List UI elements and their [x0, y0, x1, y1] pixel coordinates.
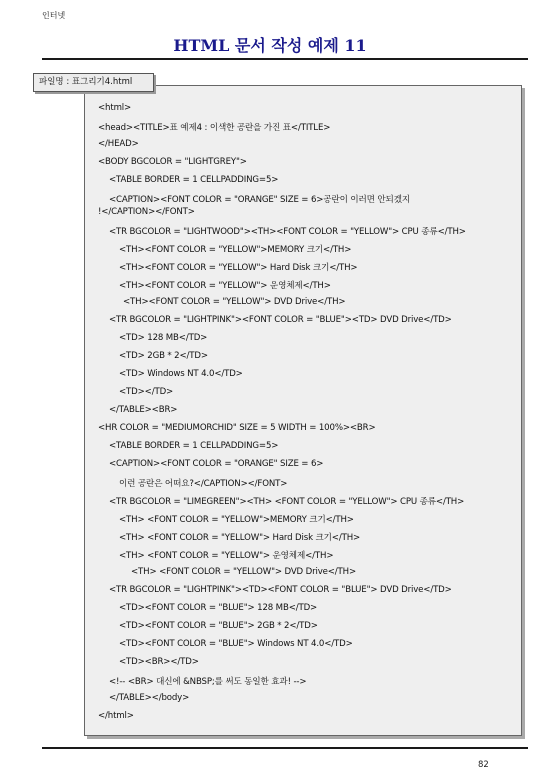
- code-line: <HR COLOR = "MEDIUMORCHID" SIZE = 5 WIDTH = 100%><BR>: [98, 423, 376, 433]
- code-line: <TR BGCOLOR = "LIGHTPINK"><FONT COLOR = "BLUE"><TD> DVD Drive</TD>: [109, 315, 452, 325]
- page-number: 82: [478, 760, 489, 770]
- code-line: <TH> <FONT COLOR = "YELLOW"> DVD Drive</TH>: [131, 567, 357, 577]
- code-line: <TABLE BORDER = 1 CELLPADDING=5>: [109, 175, 279, 185]
- code-line: <TD><FONT COLOR = "BLUE"> 128 MB</TD>: [119, 603, 318, 613]
- code-line: <TD><BR></TD>: [119, 657, 199, 667]
- filename-label: 파일명 : 표그리기4.html: [33, 73, 154, 92]
- code-line: </TABLE></body>: [109, 693, 190, 703]
- code-line: <TH><FONT COLOR = "YELLOW"> 운영체제</TH>: [119, 281, 331, 291]
- code-line: <CAPTION><FONT COLOR = "ORANGE" SIZE = 6>공란이 이러면 안되겠지: [109, 195, 410, 205]
- code-line: <TD> Windows NT 4.0</TD>: [119, 369, 243, 379]
- code-line: </html>: [98, 711, 134, 721]
- header-label: 인터넷: [42, 11, 66, 20]
- code-line: <TR BGCOLOR = "LIGHTWOOD"><TH><FONT COLOR = "YELLOW"> CPU 종류</TH>: [109, 227, 466, 237]
- code-line: <TD> 128 MB</TD>: [119, 333, 208, 343]
- code-line: <TR BGCOLOR = "LIGHTPINK"><TD><FONT COLOR = "BLUE"> DVD Drive</TD>: [109, 585, 452, 595]
- code-line: <CAPTION><FONT COLOR = "ORANGE" SIZE = 6>: [109, 459, 324, 469]
- code-line: <TH><FONT COLOR = "YELLOW"> Hard Disk 크기</TH>: [119, 263, 358, 273]
- code-line: <TH><FONT COLOR = "YELLOW"> DVD Drive</TH>: [123, 297, 346, 307]
- code-line: <TH><FONT COLOR = "YELLOW">MEMORY 크기</TH>: [119, 245, 352, 255]
- code-line: <TH> <FONT COLOR = "YELLOW"> Hard Disk 크기</TH>: [119, 533, 361, 543]
- code-line: </HEAD>: [98, 139, 139, 149]
- code-line: <TD> 2GB * 2</TD>: [119, 351, 208, 361]
- code-line: <TABLE BORDER = 1 CELLPADDING=5>: [109, 441, 279, 451]
- code-line: <TH> <FONT COLOR = "YELLOW"> 운영체제</TH>: [119, 551, 334, 561]
- code-line: </TABLE><BR>: [109, 405, 178, 415]
- code-line: <html>: [98, 103, 132, 113]
- code-line: <TD></TD>: [119, 387, 174, 397]
- code-line: <TD><FONT COLOR = "BLUE"> 2GB * 2</TD>: [119, 621, 318, 631]
- code-line: <TD><FONT COLOR = "BLUE"> Windows NT 4.0</TD>: [119, 639, 353, 649]
- code-line: !</CAPTION></FONT>: [98, 207, 195, 217]
- code-line: <head><TITLE>표 예제4 : 이색한 공란을 가진 표</TITLE>: [98, 123, 331, 133]
- code-line: <TR BGCOLOR = "LIMEGREEN"><TH> <FONT COLOR = "YELLOW"> CPU 종류</TH>: [109, 497, 465, 507]
- code-line: <!-- <BR> 대신에 &NBSP;를 써도 동일한 효과! -->: [109, 677, 307, 687]
- title-divider: [42, 58, 528, 60]
- page-title: HTML 문서 작성 예제 11: [173, 36, 367, 55]
- code-line: <TH> <FONT COLOR = "YELLOW">MEMORY 크기</TH>: [119, 515, 354, 525]
- code-line: 이런 공란은 어떠요?</CAPTION></FONT>: [119, 479, 288, 489]
- code-listing-box: [84, 85, 522, 736]
- footer-divider: [42, 747, 528, 749]
- code-line: <BODY BGCOLOR = "LIGHTGREY">: [98, 157, 247, 167]
